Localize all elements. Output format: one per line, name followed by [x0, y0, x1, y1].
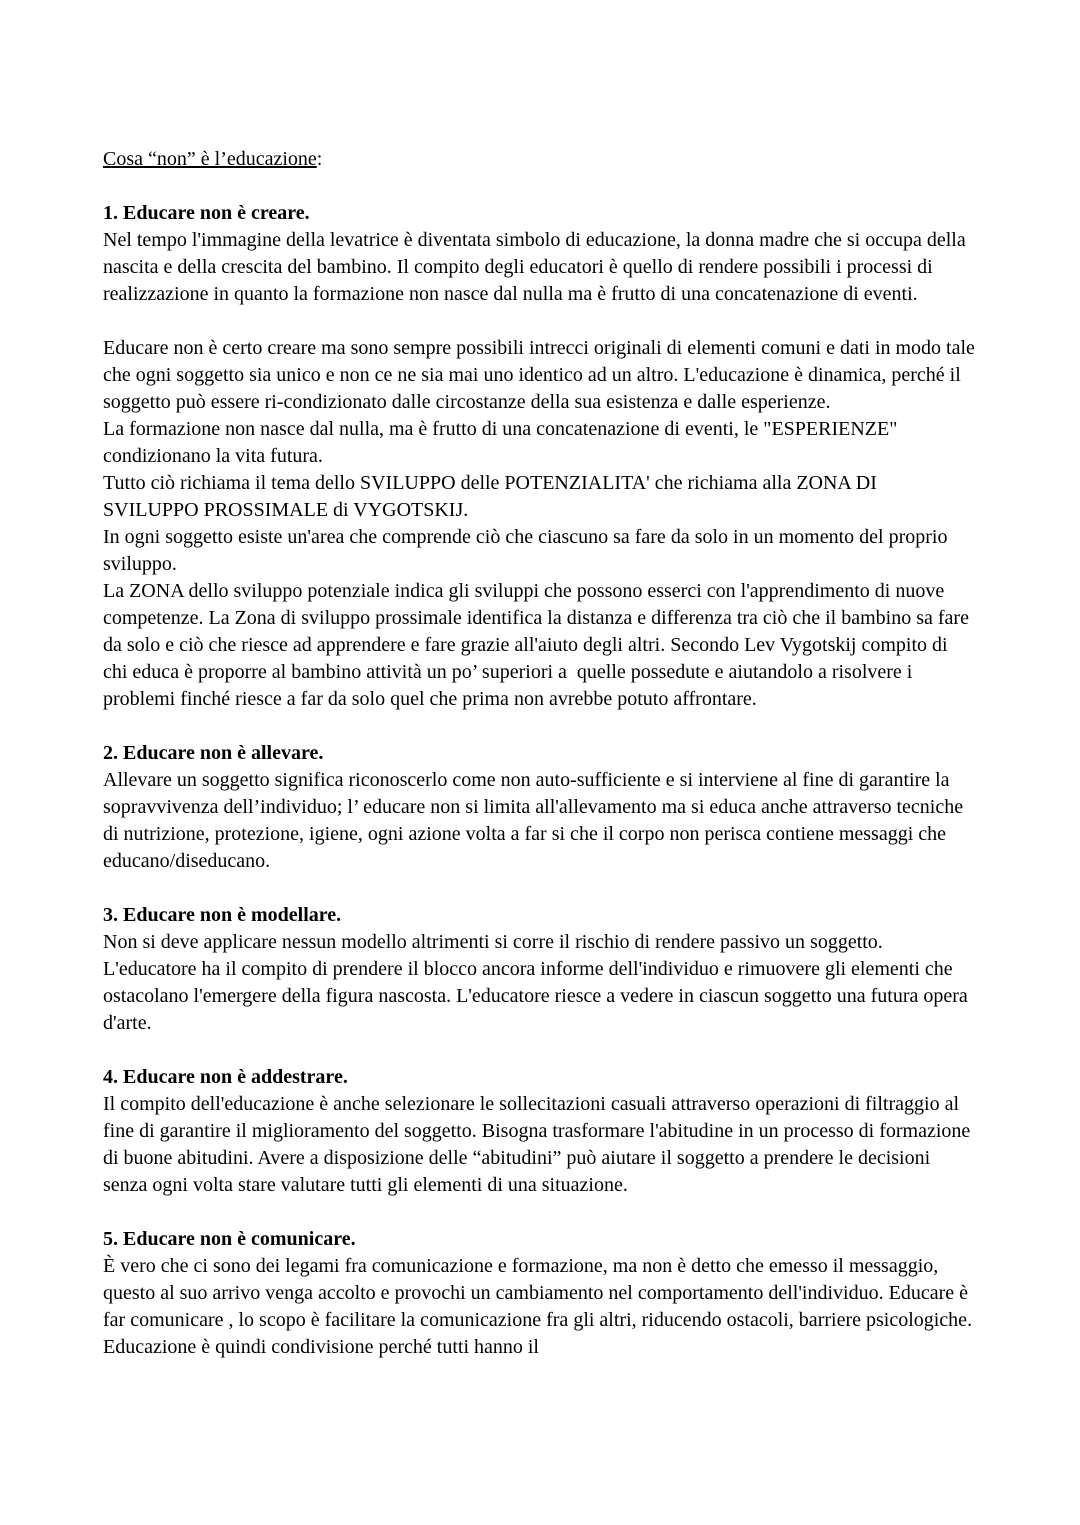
- page-title-underlined-text: Cosa “non” è l’educazione: [103, 148, 317, 170]
- spacer: [103, 173, 977, 200]
- section-heading: 1. Educare non è creare.: [103, 202, 310, 224]
- paragraph: Nel tempo l'immagine della levatrice è diventata simbolo di educazione, la donna madre che si occupa della nascita e della crescita del bambino. Il compito degli educatori è quello di rendere possibili i processi di realizzazione in quanto la formazione non nasce dal nulla ma è frutto di una concatenazione di eventi.: [103, 229, 971, 305]
- paragraph: Tutto ciò richiama il tema dello SVILUPPO delle POTENZIALITA' che richiama alla ZONA DI SVILUPPO PROSSIMALE di VYGOTSKIJ.: [103, 472, 882, 521]
- page-title: Cosa “non” è l’educazione:: [103, 148, 323, 170]
- spacer: [103, 1037, 977, 1064]
- spacer: [103, 1199, 977, 1226]
- paragraph: La formazione non nasce dal nulla, ma è frutto di una concatenazione di eventi, le "ESPERIENZE" condizionano la vita futura.: [103, 418, 903, 467]
- paragraph: La ZONA dello sviluppo potenziale indica gli sviluppi che possono esserci con l'apprendimento di nuove competenze. La Zona di sviluppo prossimale identifica la distanza e differenza tra ciò che il bambino sa fare da solo e ciò che riesce ad apprendere e fare grazie all'aiuto degli altri. Secondo Lev Vygotskij compito di chi educa è proporre al bambino attività un po’ superiori a quelle possedute e aiutandolo a risolvere i problemi finché riesce a far da solo quel che prima non avrebbe potuto affrontare.: [103, 580, 974, 710]
- paragraph: Il compito dell'educazione è anche selezionare le sollecitazioni casuali attraverso operazioni di filtraggio al fine di garantire il miglioramento del soggetto. Bisogna trasformare l'abitudine in un processo di formazione di buone abitudini. Avere a disposizione delle “abitudini” può aiutare il soggetto a prendere le decisioni senza ogni volta stare valutare tutti gli elementi di una situazione.: [103, 1093, 976, 1196]
- spacer: [103, 713, 977, 740]
- spacer: [103, 875, 977, 902]
- section-heading: 4. Educare non è addestrare.: [103, 1066, 348, 1088]
- paragraph: Educare non è certo creare ma sono sempre possibili intrecci originali di elementi comuni e dati in modo tale che ogni soggetto sia unico e non ce ne sia mai uno identico ad un altro. L'educazione è dinamica, perché il soggetto può essere ri-condizionato dalle circostanze della sua esistenza e dalle esperienze.: [103, 337, 980, 413]
- section-heading: 3. Educare non è modellare.: [103, 904, 342, 926]
- paragraph: Non si deve applicare nessun modello altrimenti si corre il rischio di rendere passivo un soggetto. L'educatore ha il compito di prendere il blocco ancora informe dell'individuo e rimuovere gli elementi che ostacolano l'emergere della figura nascosta. L'educatore riesce a vedere in ciascun soggetto una futura opera d'arte.: [103, 931, 973, 1034]
- section-heading: 2. Educare non è allevare.: [103, 742, 324, 764]
- document-body: [103, 146, 980, 1361]
- paragraph: Allevare un soggetto significa riconoscerlo come non auto-sufficiente e si interviene al fine di garantire la sopravvivenza dell’individuo; l’ educare non si limita all'allevamento ma si educa anche attraverso tecniche di nutrizione, protezione, igiene, ogni azione volta a far si che il corpo non perisca contiene messaggi che educano/diseducano.: [103, 769, 969, 872]
- paragraph: È vero che ci sono dei legami fra comunicazione e formazione, ma non è detto che emesso il messaggio, questo al suo arrivo venga accolto e provochi un cambiamento nel comportamento dell'individuo. Educare è far comunicare , lo scopo è facilitare la comunicazione fra gli altri, riducendo ostacoli, barriere psicologiche. Educazione è quindi condivisione perché tutti hanno il: [103, 1255, 978, 1358]
- paragraph: In ogni soggetto esiste un'area che comprende ciò che ciascuno sa fare da solo in un momento del proprio sviluppo.: [103, 526, 953, 575]
- spacer: [103, 308, 977, 335]
- section-heading: 5. Educare non è comunicare.: [103, 1228, 356, 1250]
